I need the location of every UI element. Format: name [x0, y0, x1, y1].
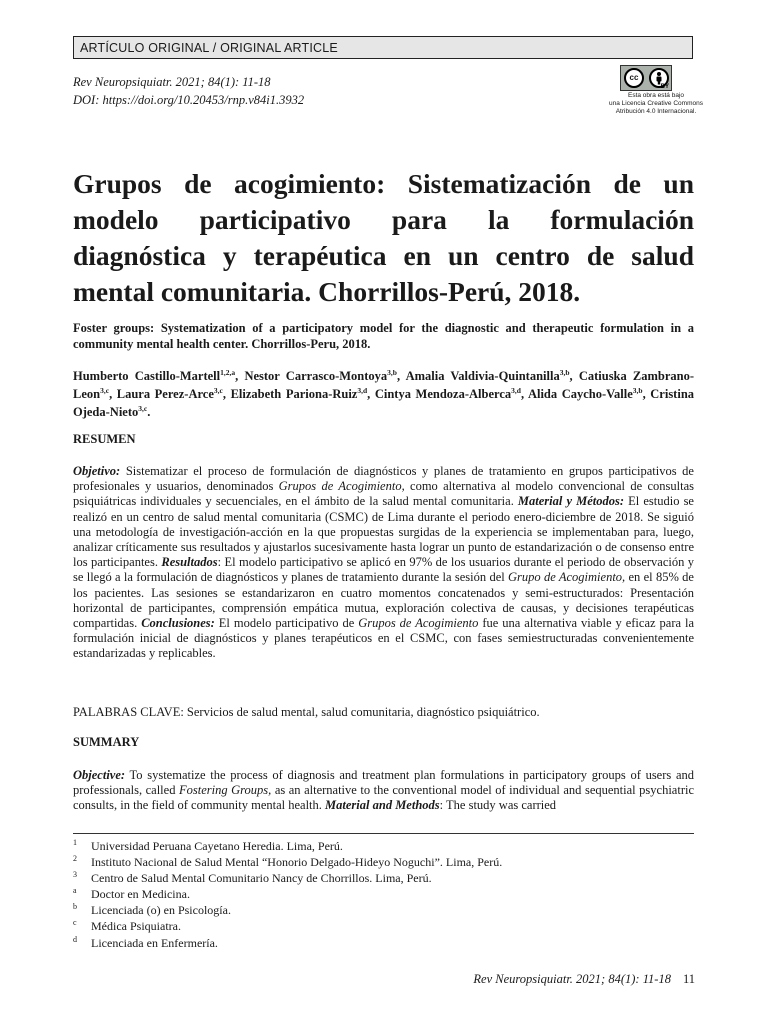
- page-number: 11: [682, 972, 695, 986]
- metodos-label: Material y Métodos:: [517, 494, 625, 509]
- resumen-body: Objetivo: Sistematizar el proceso de formulación de diagnósticos y planes de tratamiento en grupos participativos de profesionales y usuarios, denominados Grupos de Acogimiento, como alternativa al modelo convencional de consultas psiquiátricas individuales y secuenciales, en el ámbito de la salud mental comunitaria. Material y Métodos: El estudio se realizó en un centro de salud mental comunitaria (CSMC) de Lima durante el periodo enero-diciembre de 2018. Se siguió una metodología de investigación-acción en la que propuestas surgidas de la experiencia se implementaban para, luego, analizar críticamente sus resultados y ajustarlos sucesivamente hasta lograr un punto de estandarización o de consenso entre los participantes. Resultados: El modelo participativo se aplicó en 97% de los usuarios durante el periodo de observación y se llegó a la formulación de diagnósticos y planes de tratamiento durante la sesión del Grupo de Acogimiento, en el 85% de los pacientes. Las sesiones se estandarizaron en cuatro momentos concatenados y semi-estructurados: Presentación horizontal de participantes, comprensión empática mutua, exploración colectiva de causas, y decisiones terapéuticas compartidas. Conclusiones: El modelo participativo de Grupos de Acogimiento fue una alternativa viable y eficaz para la formulación inicial de diagnósticos y planes terapéuticos en el CSMC, con fases semiestructuradas convenientemente estandarizadas y replicables.: [73, 464, 695, 661]
- english-title: Foster groups: Systematization of a participatory model for the diagnostic and therapeutic formulation in a community mental health center. Chorrillos-Peru, 2018.: [73, 321, 694, 351]
- section-label-box: [73, 36, 693, 59]
- journal-citation: Rev Neuropsiquiatr. 2021; 84(1): 11-18: [73, 75, 271, 89]
- license-note-line: Atribución 4.0 Internacional.: [615, 108, 697, 115]
- methods-label: Material and Methods: [325, 798, 440, 813]
- footnote-item: d Licenciada en Enfermería.: [73, 934, 218, 950]
- author: Amalia Valdivia-Quintanilla$^{3,b}$: [405, 367, 570, 383]
- objetivo-label: Objetivo:: [73, 464, 121, 478]
- author: Cristina Ojeda-Nieto$^{3,c}$: [73, 387, 695, 419]
- conclusiones-label: Conclusiones:: [141, 616, 215, 631]
- resumen-heading: RESUMEN: [73, 432, 136, 446]
- author: Laura Perez-Arce$^{3,c}$: [116, 385, 223, 401]
- author: Catiuska Zambrano-Leon$^{3,c}$: [73, 369, 695, 401]
- objective-label: Objective:: [73, 768, 126, 782]
- footnote-item: 1 Universidad Peruana Cayetano Heredia. Lima, Perú.: [73, 838, 343, 853]
- author: Alida Caycho-Valle$^{3,b}$: [527, 385, 643, 401]
- section-label: ARTÍCULO ORIGINAL / ORIGINAL ARTICLE: [80, 41, 338, 55]
- page-footer: [430, 972, 695, 987]
- footnote-item: b Licenciada (o) en Psicología.: [73, 902, 231, 918]
- author: Elizabeth Pariona-Ruiz$^{3,d}$: [230, 385, 368, 401]
- license-note: [596, 92, 716, 116]
- author-list: Humberto Castillo-Martell$^{1,2,a}$, Nestor Carrasco-Montoya$^{3,b}$, Amalia Valdivia-Quintanilla$^{3,b}$, Catiuska Zambrano-Leon$^{3,c}$, Laura Perez-Arce$^{3,c}$, Elizabeth Pariona-Ruiz$^{3,d}$, Cintya Mendoza-Alberca$^{3,d}$, Alida Caycho-Valle$^{3,b}$, Cristina Ojeda-Nieto$^{3,c}$.: [73, 367, 695, 419]
- resultados-label: Resultados: [161, 555, 218, 570]
- cc-icon: cc: [624, 68, 644, 88]
- footer-citation: Rev Neuropsiquiatr. 2021; 84(1): 11-18: [473, 972, 671, 986]
- affiliation-footnotes: [73, 838, 694, 951]
- footnote-divider: [73, 833, 694, 834]
- footnote-item: 2 Instituto Nacional de Salud Mental “Honorio Delgado-Hideyo Noguchi”. Lima, Perú.: [73, 854, 503, 870]
- author: Humberto Castillo-Martell$^{1,2,a}$: [73, 367, 236, 383]
- article-title: Grupos de acogimiento: Sistematización de un modelo participativo para la formulación diagnóstica y terapéutica en un centro de salud mental comunitaria. Chorrillos-Perú, 2018.: [73, 168, 694, 307]
- footnote-item: 3 Centro de Salud Mental Comunitario Nancy de Chorrillos. Lima, Perú.: [73, 870, 432, 886]
- cc-by-label: BY: [660, 84, 669, 90]
- license-note-line: una Licencia Creative Commons: [609, 100, 703, 107]
- author: Nestor Carrasco-Montoya$^{3,b}$: [244, 367, 397, 383]
- summary-heading: SUMMARY: [73, 735, 140, 749]
- license-note-line: Esta obra está bajo: [627, 92, 684, 99]
- footnote-item: c Médica Psiquiatra.: [73, 918, 181, 934]
- summary-body: Objective: To systematize the process of diagnosis and treatment plan formulations in participatory groups of users and professionals, called Fostering Groups, as an alternative to the conventional model of individual and sequential psychiatric consults, in the field of community mental health. Material and Methods: The study was carried: [73, 768, 694, 813]
- doi-link[interactable]: DOI: https://doi.org/10.20453/rnp.v84i1.3932: [73, 93, 305, 107]
- author: Cintya Mendoza-Alberca$^{3,d}$: [374, 385, 521, 401]
- cc-license-badge[interactable]: [620, 65, 672, 91]
- footnote-item: a Doctor en Medicina.: [73, 886, 190, 902]
- keywords: PALABRAS CLAVE: Servicios de salud mental, salud comunitaria, diagnóstico psiquiátrico.: [73, 705, 540, 719]
